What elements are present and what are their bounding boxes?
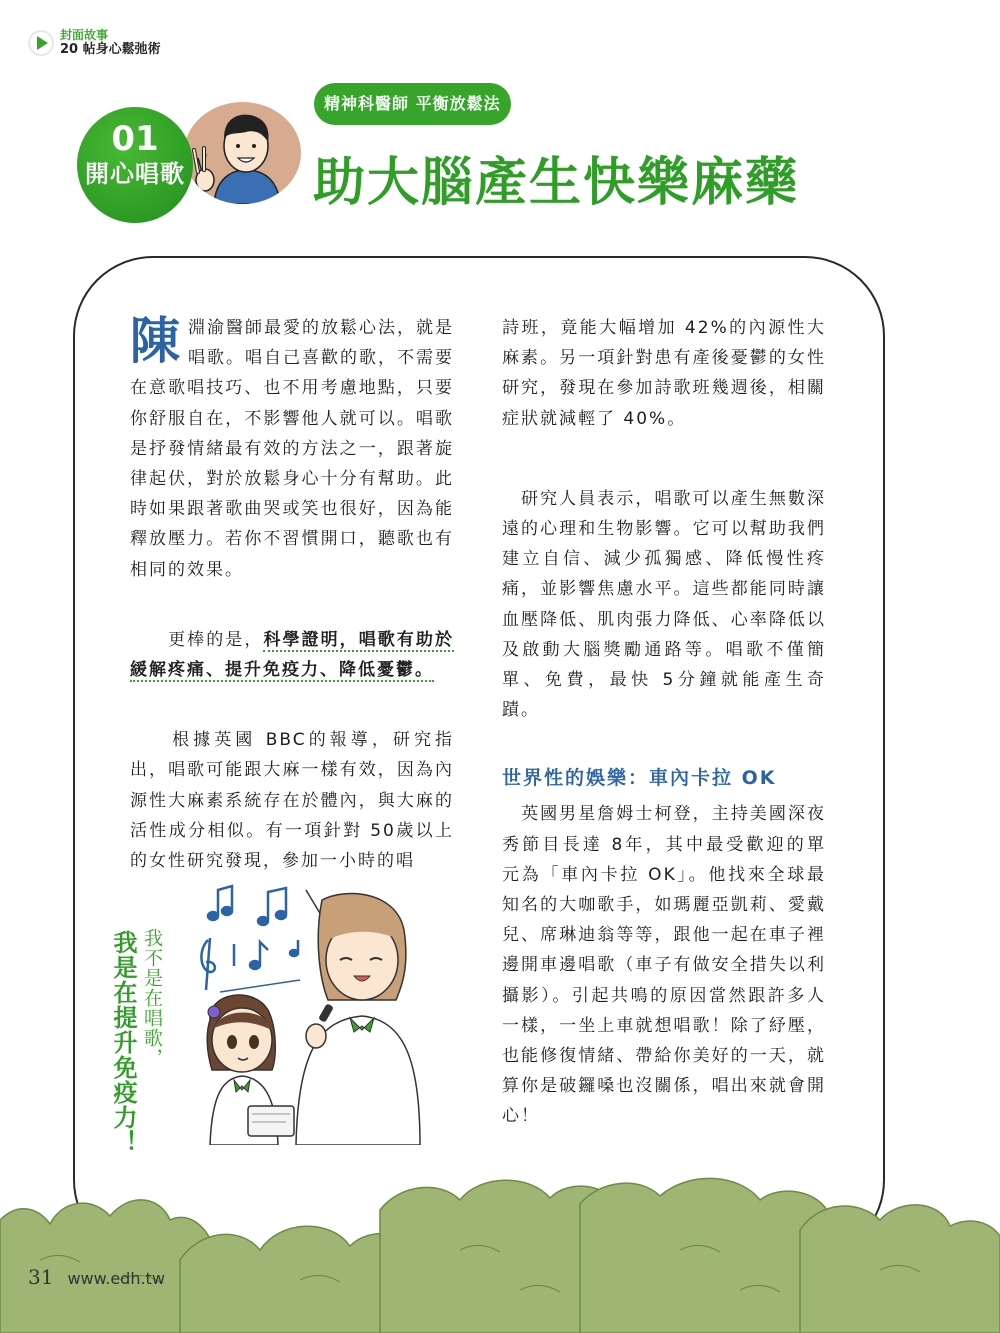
drop-cap: 陳 (130, 312, 182, 370)
breadcrumb-section: 封面故事 (60, 28, 109, 42)
play-arrow-icon (28, 30, 54, 56)
tree-bushes-decoration (0, 1170, 1000, 1333)
research-text: 研究人員表示，唱歌可以產生無數深遠的心理和生物影響。它可以幫助我們建立自信、減少孤獨感、降低慢性疼痛，並影響焦慮水平。這些都能同時讓血壓降低、肌肉張力降低、心率降低以及啟動大腦獎勵通路等。唱歌不僅簡單、免費，最快 5分鐘就能產生奇蹟。 (502, 488, 826, 721)
chapter-badge (77, 107, 193, 223)
breadcrumb (28, 28, 161, 58)
karaoke-paragraph (502, 799, 826, 1131)
music-notes-icon (201, 886, 298, 990)
page-title: 助大腦產生快樂麻藥 (313, 153, 800, 213)
illustration-caption-2: 我是在提升免疫力！ (109, 930, 137, 1155)
chapter-number: 01 (111, 119, 159, 159)
highlight-paragraph (130, 625, 454, 685)
bbc-paragraph (130, 725, 454, 876)
website-url: www.edh.tw (67, 1269, 165, 1288)
breadcrumb-title: 20 帖身心鬆弛術 (60, 42, 161, 58)
study-paragraph: 詩班，竟能大幅增加 42%的內源性大麻素。另一項針對患有產後憂鬱的女性研究，發現在參加詩歌班幾週後，相關症狀就減輕了 40%。 (502, 318, 826, 429)
research-paragraph (502, 484, 826, 726)
karaoke-text: 英國男星詹姆士柯登，主持美國深夜秀節目長達 8年，其中最受歡迎的單元為「車內卡拉 OK」。他找來全球最知名的大咖歌手，如瑪麗亞凱莉、愛戴兒、席琳迪翁等等，跟他一起在車子裡邊開車邊唱歌（車子有做安全措失以利攝影）。引起共鳴的原因當然跟許多人一樣，一坐上車就想唱歌！除了紓壓，也能修復情緒、帶給你美好的一天，就算你是破鑼嗓也沒關係，唱出來就會開心！ (502, 804, 826, 1127)
doctor-avatar (184, 102, 301, 204)
highlight-lead: 更棒的是， (168, 629, 264, 650)
chapter-label: 開心唱歌 (85, 160, 185, 188)
subtitle-pill: 精神科醫師 平衡放鬆法 (314, 83, 511, 125)
page-number: 31 (28, 1265, 54, 1289)
doctor-illustration (184, 102, 301, 204)
bbc-text: 根據英國 BBC的報導，研究指出，唱歌可能跟大麻一樣有效，因為內源性大麻素系統存在於體內，與大麻的活性成分相似。有一項針對 50歲以上的女性研究發現，參加一小時的唱 (130, 730, 454, 872)
intro-text: 淵渝醫師最愛的放鬆心法，就是唱歌。唱自己喜歡的歌，不需要在意歌唱技巧、也不用考慮地點，只要你舒服自在，不影響他人就可以。唱歌是抒發情緒最有效的方法之一，跟著旋律起伏，對於放鬆身心十分有幫助。此時如果跟著歌曲哭或笑也很好，因為能釋放壓力。若你不習慣開口，聽歌也有相同的效果。 (130, 318, 454, 580)
section-heading: 世界性的娛樂：車內卡拉 OK (502, 767, 777, 790)
intro-paragraph (130, 313, 454, 585)
left-column (130, 313, 454, 876)
page-footer (28, 1265, 165, 1289)
highlight-text: 科學證明，唱歌有助於緩解疼痛、提升免疫力、降低憂鬱。 (130, 629, 454, 681)
illustration-caption-1: 我不是在唱歌， (141, 928, 163, 1068)
right-column (502, 313, 826, 1132)
